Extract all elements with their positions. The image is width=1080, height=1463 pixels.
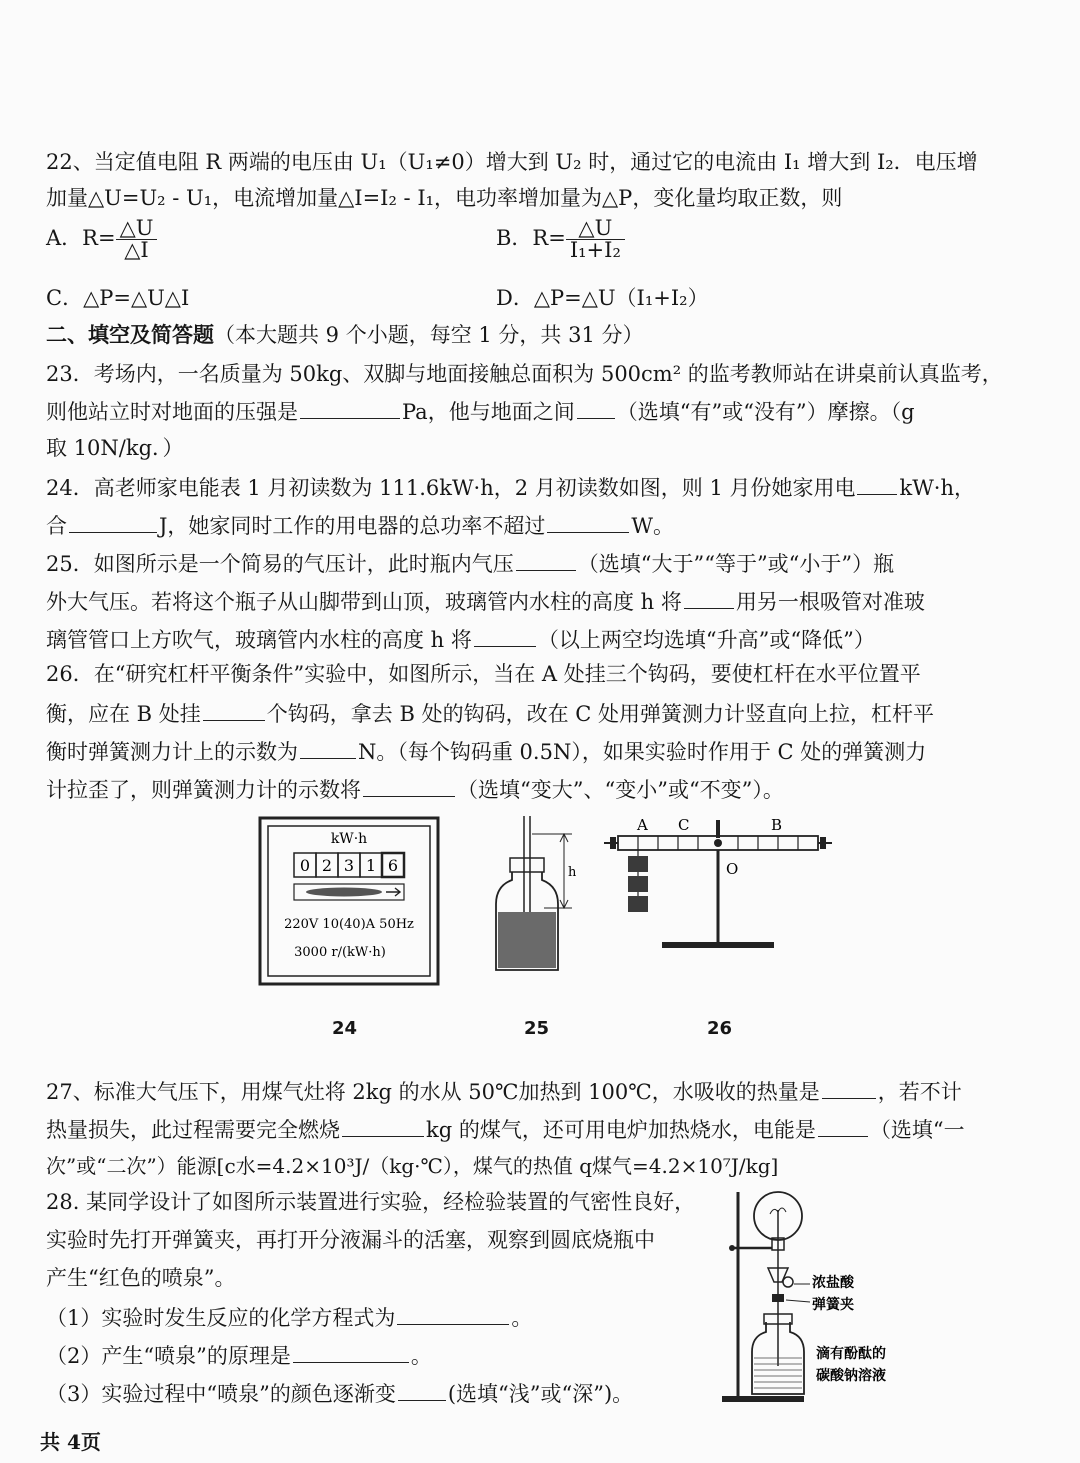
meter-digit-boxes [294,853,404,877]
answer-blank[interactable] [818,1118,868,1137]
q28-line3: 产生“红色的喷泉”。 [46,1266,236,1290]
figure-26-label: 26 [707,1018,733,1039]
meter-digit: 6 [387,856,399,875]
section-title: 二、填空及简答题 [46,322,214,347]
q26-line1: 26．在“研究杠杆平衡条件”实验中，如图所示，当在 A 处挂三个钩码，要使杠杆在水平位置平 [46,662,921,686]
lever-figure [600,812,840,958]
q23-text-b: Pa，他与地面之间 [402,400,575,424]
q28-part3 [46,1382,633,1405]
q24-text-b2: J，她家同时工作的用电器的总功率不超过 [159,514,546,538]
answer-blank[interactable] [398,1382,446,1401]
pivot-o-label: O [726,860,739,878]
q28-line1: 28. 某同学设计了如图所示装置进行实验，经检验装置的气密性良好， [46,1190,696,1214]
q26-line4 [46,778,784,801]
option-b-denominator: I₁+I₂ [569,238,621,262]
option-a-numerator: △U [116,218,158,240]
q24-line2 [46,514,674,537]
q23-line1: 23．考场内，一名质量为 50kg、双脚与地面接触总面积为 500cm² 的监考教师站在讲桌前认真监考， [46,362,1003,386]
q22-line2: 加量△U=U₂ - U₁，电流增加量△I=I₂ - I₁，电功率增加量为△P，变化量均取正数，则 [46,186,843,210]
q27-line3: 次”或“二次”）能源[c水=4.2×10³J/（kg·℃），煤气的热值 q煤气=4.2×10⁷J/kg] [46,1154,779,1178]
option-b-numerator: △U [566,218,625,240]
section-note: （本大题共 9 个小题，每空 1 分，共 31 分） [214,323,644,347]
meter-digit: 2 [321,856,333,875]
q25-line2 [46,590,925,613]
meter-disc [306,888,382,897]
q25-text-e: 璃管管口上方吹气，玻璃管内水柱的高度 h 将 [46,628,472,652]
q26-text-f: （选填“变大”、“变小”或“不变”）。 [457,778,784,802]
stand-base [662,942,774,948]
q26-text-e: 计拉歪了，则弹簧测力计的示数将 [46,778,361,802]
q28-part1-text: （1）实验时发生反应的化学方程式为 [46,1306,396,1330]
q28-part3-end: (选填“浅”或“深”)。 [447,1382,634,1406]
q25-line3 [46,628,875,651]
point-a-label: A [637,816,648,834]
q28-part2-text: （2）产生“喷泉”的原理是 [46,1344,291,1368]
acid-label: 浓盐酸 [812,1275,854,1291]
q23-text-a: 则他站立时对地面的压强是 [46,400,298,424]
q25-text-d: 用另一根吸管对准玻 [735,590,925,614]
answer-blank[interactable] [547,514,629,533]
hook-weight [628,876,648,892]
q26-text-b: 个钩码，拿去 B 处的钩码，改在 C 处用弹簧测力计竖直向上拉，杠杆平 [266,702,934,726]
answer-blank[interactable] [342,1118,424,1137]
q26-text-a: 衡，应在 B 处挂 [46,702,201,726]
option-b-fraction [566,218,625,261]
q27-line2 [46,1118,965,1141]
q27-text-b: ，若不计 [877,1080,962,1104]
q23-line3: 取 10N/kg．） [46,436,184,460]
q23-line2 [46,400,915,423]
meter-unit: kW·h [330,831,368,847]
q28-part2 [46,1344,432,1367]
answer-blank[interactable] [293,1344,409,1363]
answer-blank[interactable] [857,476,897,495]
page-count: 共 4页 [40,1430,101,1454]
q25-text-c: 外大气压。若将这个瓶子从山脚带到山顶，玻璃管内水柱的高度 h 将 [46,590,682,614]
answer-blank[interactable] [69,514,157,533]
fountain-apparatus-figure [712,1186,912,1410]
q27-text-c: 热量损失，此过程需要完全燃烧 [46,1118,340,1142]
q24-line1 [46,476,975,499]
q22-option-c: C．△P=△U△I [46,286,190,310]
answer-blank[interactable] [397,1306,509,1325]
q24-text-c2: W。 [631,514,675,538]
meter-digit: 0 [299,856,311,875]
balance-nut-left [610,837,616,849]
q25-text-f: （以上两空均选填“升高”或“降低”） [537,628,875,652]
answer-blank[interactable] [300,740,356,759]
solution-label-1: 滴有酚酞的 [816,1346,886,1362]
q25-line1 [46,552,894,575]
barometer-bottle-figure [488,812,588,974]
bottle-water [498,912,556,968]
label-leader [786,1300,810,1302]
height-label: h [568,865,577,880]
q27-line1 [46,1080,962,1103]
answer-blank[interactable] [203,702,265,721]
q27-text-e: （选填“一 [869,1118,965,1142]
iron-stand-base [722,1396,804,1402]
answer-blank[interactable] [300,400,400,419]
q24-text-b: kW·h， [899,476,975,500]
meter-digit: 1 [365,856,377,875]
q22-option-a [46,218,157,261]
q26-text-c: 衡时弹簧测力计上的示数为 [46,740,298,764]
q28-part1 [46,1306,532,1329]
balance-nut-right [820,837,826,849]
q27-text-d: kg 的煤气，还可用电炉加热烧水，电能是 [426,1118,816,1142]
hook-weight [628,856,648,872]
q24-text-a: 24．高老师家电能表 1 月初读数为 111.6kW·h，2 月初读数如图，则 1 月份她家用电 [46,476,856,500]
answer-blank[interactable] [577,400,615,419]
option-a-label: A．R= [46,226,116,250]
option-a-fraction [116,218,158,261]
arrow-right-icon [386,888,400,896]
spring-clip [772,1294,784,1302]
answer-blank[interactable] [363,778,455,797]
q28-part2-end: 。 [410,1344,432,1368]
q25-text-b: （选填“大于”“等于”或“小于”）瓶 [577,552,895,576]
q25-text-a: 25．如图所示是一个简易的气压计，此时瓶内气压 [46,552,514,576]
clip-label: 弹簧夹 [812,1297,854,1313]
q22-option-d: D．△P=△U（I₁+I₂） [496,286,709,310]
pivot-point [714,839,722,847]
clamp-screw [729,1245,735,1251]
q26-line3 [46,740,926,763]
answer-blank[interactable] [516,552,576,571]
solution-label-2: 碳酸钠溶液 [816,1368,886,1384]
meter-spec-voltage: 220V 10(40)A 50Hz [284,917,414,932]
meter-spec-revolutions: 3000 r/(kW·h) [294,945,386,960]
point-b-label: B [771,816,783,834]
pivot-rod-top [716,820,720,838]
stopcock [783,1277,793,1287]
figure-25-label: 25 [524,1018,550,1039]
answer-blank[interactable] [474,628,536,647]
q22-line1: 22、当定值电阻 R 两端的电压由 U₁（U₁≠0）增大到 U₂ 时，通过它的电流由 I₁ 增大到 I₂．电压增 [46,150,978,174]
q28-part3-text: （3）实验过程中“喷泉”的颜色逐渐变 [46,1382,396,1406]
q24-text-a2: 合 [46,514,67,538]
q28-part1-end: 。 [511,1306,533,1330]
q22-option-b [496,218,625,261]
option-a-denominator: △I [124,238,149,262]
point-c-label: C [678,816,690,834]
q26-line2 [46,702,934,725]
answer-blank[interactable] [822,1080,876,1099]
q27-text-a: 27、标准大气压下，用煤气灶将 2kg 的水从 50℃加热到 100℃，水吸收的热量是 [46,1080,820,1104]
q23-text-c: （选填“有”或“没有”）摩擦。（g [616,400,915,424]
bottle-cap [510,858,544,872]
hook-weight [628,896,648,912]
meter-digit: 3 [343,856,355,875]
option-b-label: B．R= [496,226,566,250]
figure-24-label: 24 [332,1018,358,1039]
electricity-meter-figure [258,816,440,986]
q28-line2: 实验时先打开弹簧夹，再打开分液漏斗的活塞，观察到圆底烧瓶中 [46,1228,655,1252]
section-heading [46,324,644,346]
q26-text-d: N。（每个钩码重 0.5N），如果实验时作用于 C 处的弹簧测力 [358,740,927,764]
answer-blank[interactable] [684,590,734,609]
